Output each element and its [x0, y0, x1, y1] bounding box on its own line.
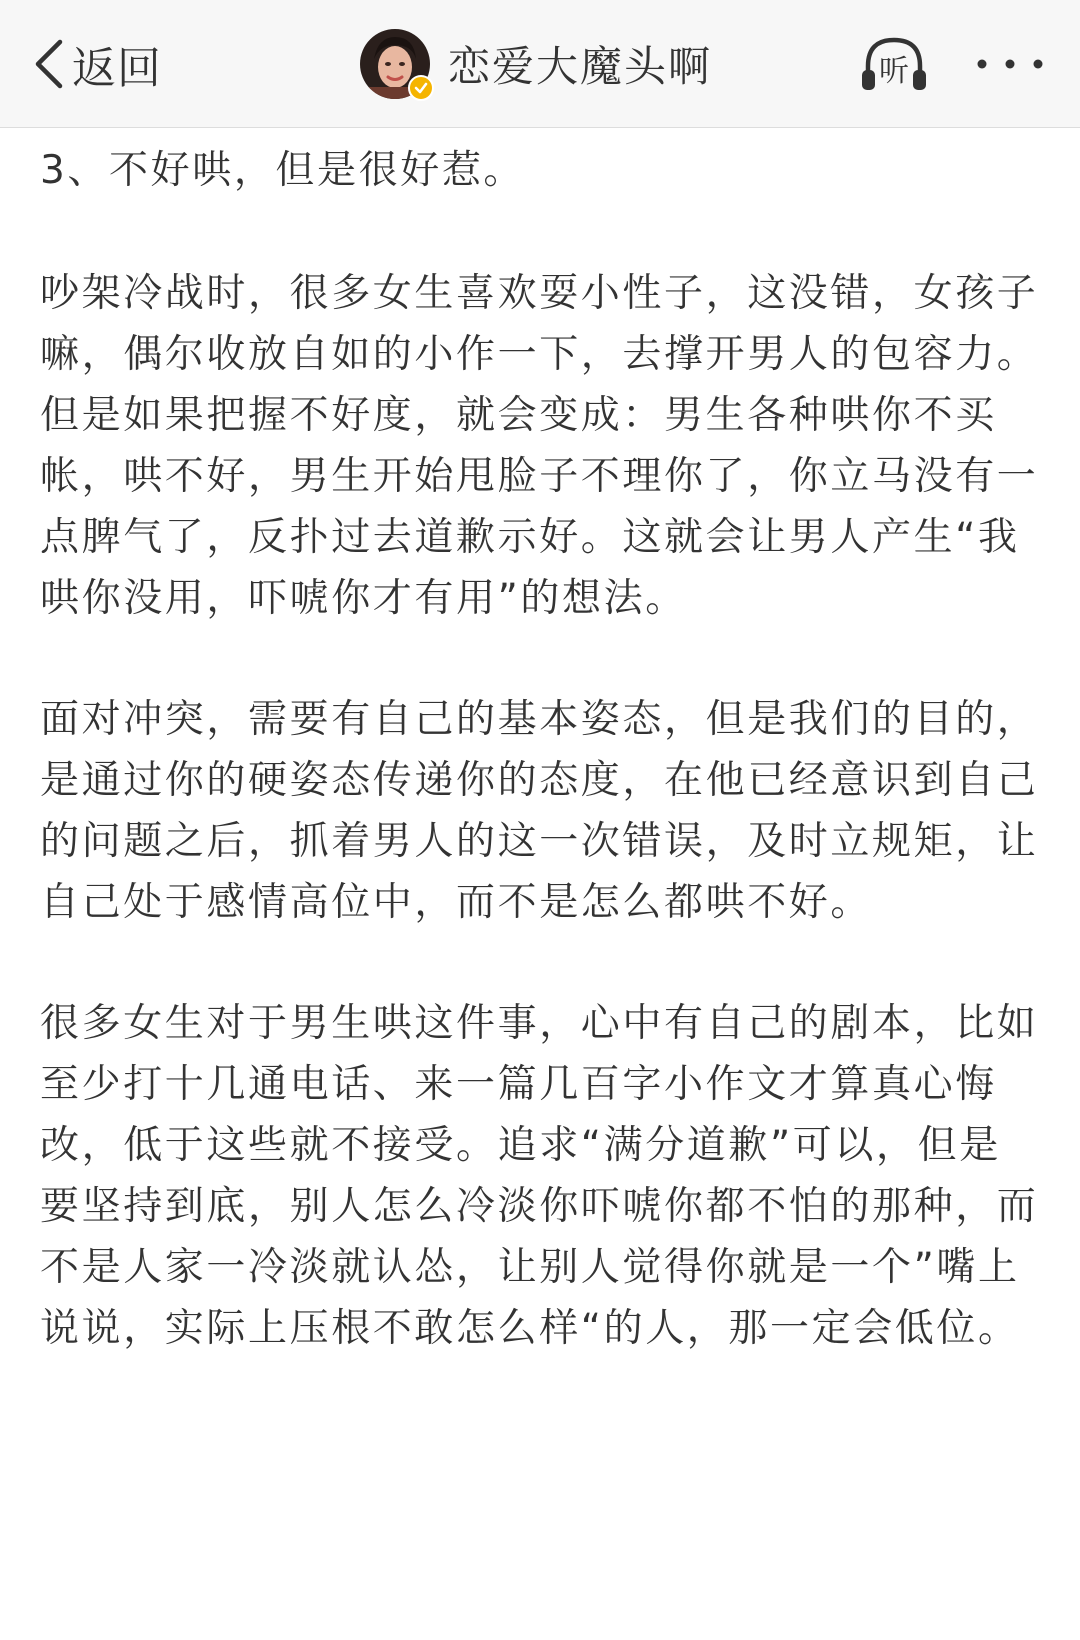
- listen-button[interactable]: [858, 32, 930, 96]
- more-button[interactable]: [970, 44, 1050, 84]
- article-paragraph: 面对冲突，需要有自己的基本姿态，但是我们的目的，是通过你的硬姿态传递你的态度，在他已经意识到自己的问题之后，抓着男人的这一次错误，及时立规矩，让自己处于感情高位中，而不是怎么都哄不好。: [40, 697, 1039, 925]
- more-dots-icon: [970, 44, 1050, 84]
- article-body: [0, 128, 1080, 1359]
- top-navigation-bar: [0, 0, 1080, 128]
- article-paragraph: 3、不好哄，但是很好惹。: [40, 148, 526, 193]
- verified-badge-icon: [408, 75, 434, 101]
- author-title[interactable]: [360, 28, 712, 100]
- listen-label: 听: [879, 54, 909, 89]
- article-paragraph: 很多女生对于男生哄这件事，心中有自己的剧本，比如至少打十几通电话、来一篇几百字小作文才算真心悔改，低于这些就不接受。追求“满分道歉”可以，但是要坚持到底，别人怎么冷淡你吓唬你都不怕的那种，而不是人家一冷淡就认怂，让别人觉得你就是一个”嘴上说说，实际上压根不敢怎么样“的人，那一定会低位。: [40, 1001, 1039, 1351]
- avatar[interactable]: [360, 29, 430, 99]
- article-paragraph: 吵架冷战时，很多女生喜欢耍小性子，这没错，女孩子嘛，偶尔收放自如的小作一下，去撑开男人的包容力。但是如果把握不好度，就会变成：男生各种哄你不买帐，哄不好，男生开始甩脸子不理你了，你立马没有一点脾气了，反扑过去道歉示好。这就会让男人产生“我哄你没用，吓唬你才有用”的想法。: [40, 271, 1039, 621]
- chevron-left-icon: [32, 36, 66, 92]
- back-button[interactable]: [32, 34, 162, 94]
- back-label: 返回: [72, 43, 162, 94]
- author-nickname[interactable]: 恋爱大魔头啊: [448, 42, 713, 91]
